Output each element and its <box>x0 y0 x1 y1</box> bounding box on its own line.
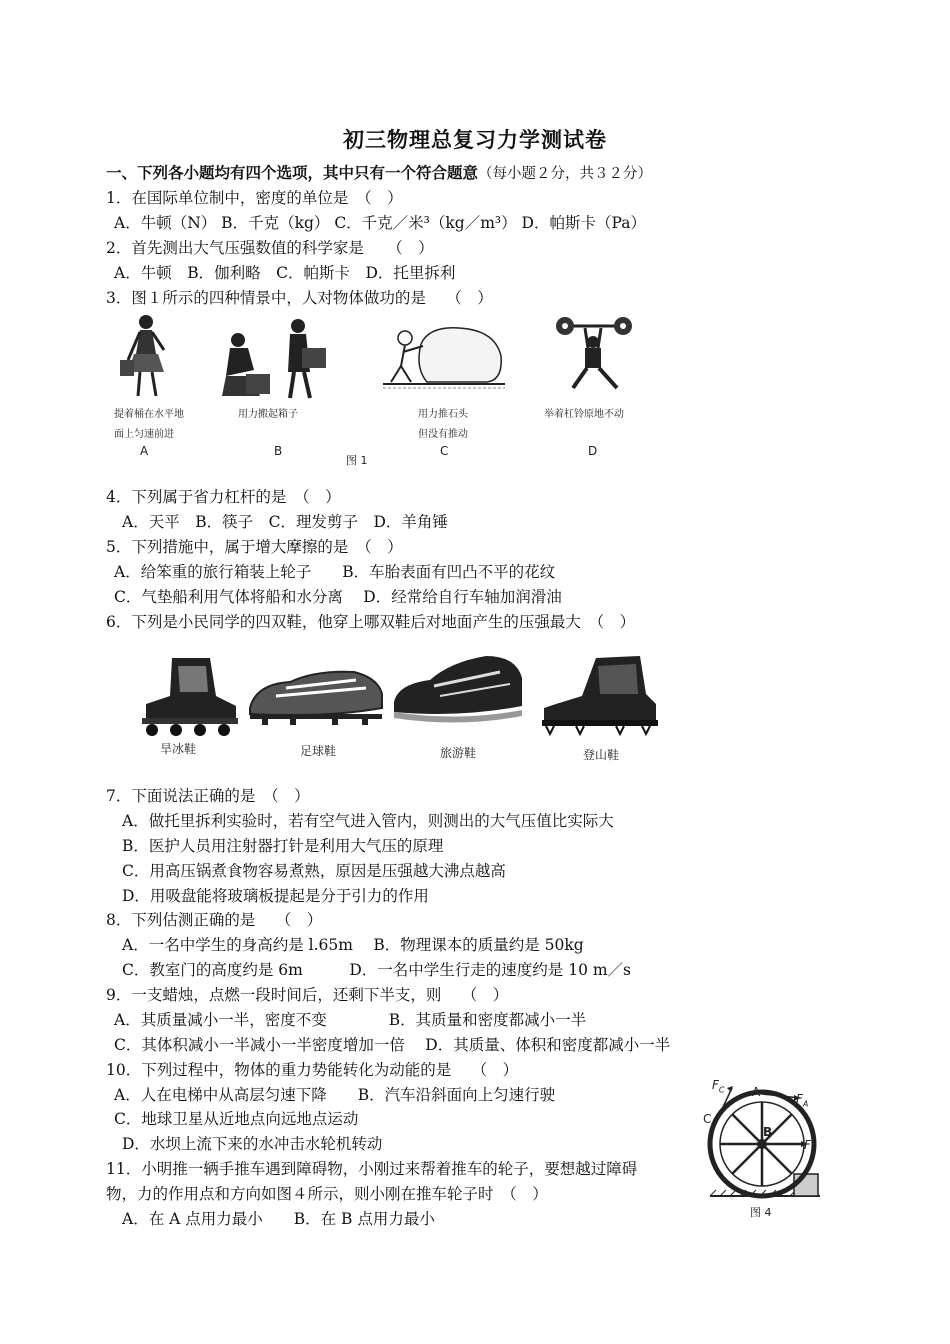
q8-options-cd: C．教室门的高度约是 6m D．一名中学生行走的速度约是 10 m／s <box>122 961 632 979</box>
figure-1-b-letter: B <box>274 444 283 458</box>
shoe-roller-skate <box>132 652 242 737</box>
figure-1-scene-b <box>218 318 338 403</box>
q7-option-d: D．用吸盘能将玻璃板提起是分于引力的作用 <box>122 887 429 905</box>
figure-1-d-desc1: 举着杠铃原地不动 <box>544 409 624 420</box>
q8-options-ab: A．一名中学生的身高约是 l.65m B．物理课本的质量约是 50kg <box>122 936 584 954</box>
figure-1-a-letter: A <box>140 444 149 458</box>
q8-stem: 8．下列估测正确的是 （ ） <box>106 911 323 929</box>
q10-stem: 10．下列过程中，物体的重力势能转化为动能的是 （ ） <box>106 1061 519 1079</box>
shoe-travel <box>390 652 525 727</box>
q4-options: A．天平 B．筷子 C．理发剪子 D．羊角锤 <box>122 513 448 531</box>
figure-4-label-b: B <box>763 1125 773 1139</box>
q10-options-ab: A．人在电梯中从高层匀速下降 B．汽车沿斜面向上匀速行驶 <box>114 1086 556 1104</box>
q11-stem-line2: 物，力的作用点和方向如图４所示，则小刚在推车轮子时 （ ） <box>106 1185 548 1203</box>
q5-stem: 5．下列措施中，属于增大摩擦的是 （ ） <box>106 538 403 556</box>
q10-option-c: C．地球卫星从近地点向远地点运动 <box>114 1110 359 1128</box>
section-heading <box>106 163 652 184</box>
figure-1-d-letter: D <box>588 444 598 458</box>
figure-1-a-desc1: 提着桶在水平地 <box>114 409 184 420</box>
q7-stem: 7．下面说法正确的是 （ ） <box>106 787 310 805</box>
figure-4-label-fb: $F_B$ <box>804 1138 817 1155</box>
page-title: 初三物理总复习力学测试卷 <box>343 127 607 152</box>
figure-1-scene-a <box>114 312 184 402</box>
q10-option-d: D．水坝上流下来的水冲击水轮机转动 <box>122 1135 383 1153</box>
q4-stem: 4．下列属于省力杠杆的是 （ ） <box>106 488 341 506</box>
figure-1-b-desc1: 用力搬起箱子 <box>238 409 298 420</box>
q2-stem: 2．首先测出大气压强数值的科学家是 （ ） <box>106 239 434 257</box>
q7-option-b: B．医护人员用注射器打针是利用大气压的原理 <box>122 837 444 855</box>
figure-1-c-letter: C <box>440 444 449 458</box>
q7-option-c: C．用高压锅煮食物容易煮熟，原因是压强越大沸点越高 <box>122 862 506 880</box>
figure-1-c-desc1: 用力推石头 <box>418 409 468 420</box>
shoe-label-travel: 旅游鞋 <box>440 746 477 760</box>
q3-stem: 3．图１所示的四种情景中，人对物体做功的是 （ ） <box>106 289 493 307</box>
figure-1-caption: 图 1 <box>346 454 368 467</box>
q9-stem: 9．一支蜡烛，点燃一段时间后，还剩下半支，则 （ ） <box>106 986 509 1004</box>
q11-options-ab: A．在 A 点用力最小 B．在 B 点用力最小 <box>122 1210 435 1228</box>
figure-4-label-fc: $F_C$ <box>712 1078 725 1095</box>
figure-4-label-fa: $F_A$ <box>796 1092 809 1109</box>
q1-options: A．牛顿（N） B．千克（kg） C．千克／米³（kg／m³） D．帕斯卡（Pa） <box>114 214 646 232</box>
q5-options-cd: C．气垫船利用气体将船和水分离 D．经常给自行车轴加润滑油 <box>114 588 562 606</box>
q2-options: A．牛顿 B．伽利略 C．帕斯卡 D．托里拆利 <box>114 264 456 282</box>
shoe-label-roller-skate: 旱冰鞋 <box>160 742 197 756</box>
q6-stem: 6．下列是小民同学的四双鞋，他穿上哪双鞋后对地面产生的压强最大 （ ） <box>106 613 636 631</box>
shoe-mountain <box>536 654 661 739</box>
shoe-football <box>246 664 386 734</box>
section-heading-note: （每小题２分，共３２分） <box>478 166 653 182</box>
figure-1-scene-c <box>383 322 508 397</box>
figure-4-label-a: A <box>752 1085 761 1099</box>
q11-stem-line1: 11．小明推一辆手推车遇到障碍物，小刚过来帮着推车的轮子，要想越过障碍 <box>106 1160 638 1178</box>
q1-stem: 1．在国际单位制中，密度的单位是 （ ） <box>106 189 403 207</box>
figure-1-a-desc2: 面上匀速前进 <box>114 429 174 440</box>
figure-4-label-c: C <box>703 1112 712 1126</box>
shoe-label-mountain: 登山鞋 <box>583 748 620 762</box>
figure-4-caption: 图 4 <box>750 1206 772 1219</box>
q5-options-ab: A．给笨重的旅行箱装上轮子 B．车胎表面有凹凸不平的花纹 <box>114 563 556 581</box>
q9-options-cd: C．其体积减小一半减小一半密度增加一倍 D．其质量、体积和密度都减小一半 <box>114 1036 671 1054</box>
shoe-label-football: 足球鞋 <box>300 744 337 758</box>
figure-1-scene-d <box>555 314 635 394</box>
q9-options-ab: A．其质量减小一半，密度不变 B．其质量和密度都减小一半 <box>114 1011 587 1029</box>
figure-1-c-desc2: 但没有推动 <box>418 429 468 440</box>
q7-option-a: A．做托里拆利实验时，若有空气进入管内，则测出的大气压值比实际大 <box>122 812 614 830</box>
section-heading-bold: 一、下列各小题均有四个选项，其中只有一个符合题意 <box>106 163 479 182</box>
